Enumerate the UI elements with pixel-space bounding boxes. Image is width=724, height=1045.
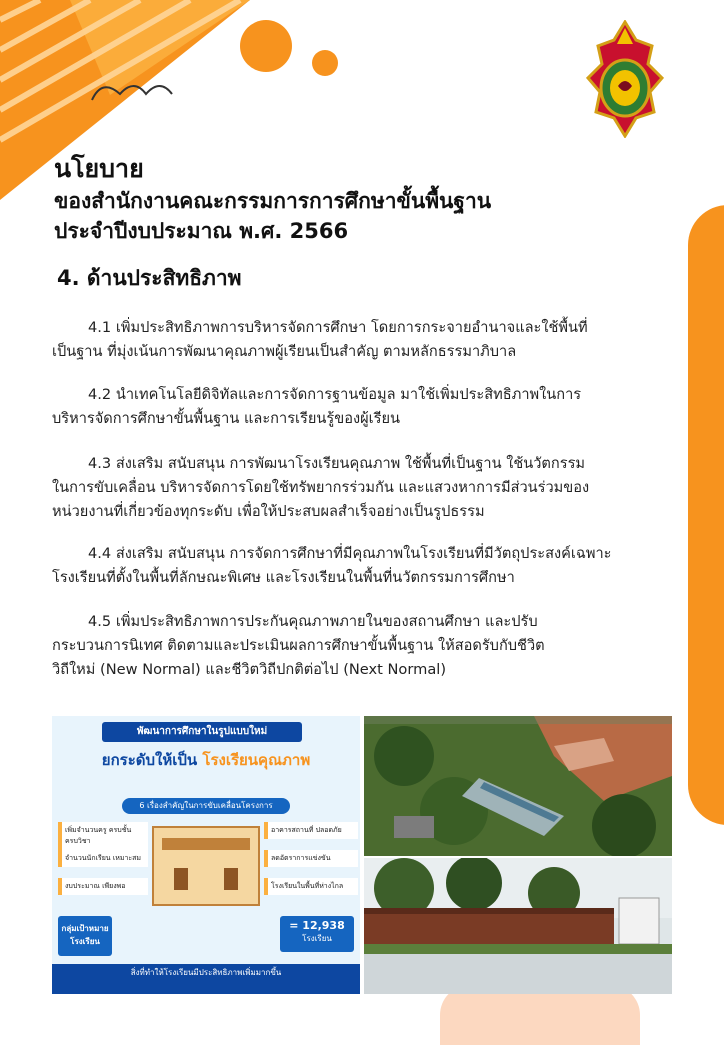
paragraph-line: 4.3 ส่งเสริม สนับสนุน การพัฒนาโรงเรียนคุณภาพ ใช้พื้นที่เป็นฐาน ใช้นวัตกรรม xyxy=(88,455,586,472)
paragraph-line: ในการขับเคลื่อน บริหารจัดการโดยใช้ทรัพยากรร่วมกัน และแสวงหาการมีส่วนร่วมของ xyxy=(52,479,590,496)
paragraph-line: 4.4 ส่งเสริม สนับสนุน การจัดการศึกษาที่มีคุณภาพในโรงเรียนที่มีวัตถุประสงค์เฉพาะ xyxy=(88,545,612,562)
paragraph-line: บริหารจัดการศึกษาขั้นพื้นฐาน และการเรียนรู้ของผู้เรียน xyxy=(52,410,400,427)
paragraph-4-4 xyxy=(52,542,692,590)
infographic-subheader: 6 เรื่องสำคัญในการขับเคลื่อนโครงการ xyxy=(122,798,290,814)
obec-emblem-logo xyxy=(584,20,666,138)
school-total: = 12,938 xyxy=(289,919,345,932)
infographic-item: จำนวนนักเรียน เหมาะสม xyxy=(58,850,148,867)
paragraph-line: 4.5 เพิ่มประสิทธิภาพการประกันคุณภาพภายในของสถานศึกษา และปรับ xyxy=(88,613,538,630)
infographic-headline xyxy=(60,748,352,772)
heading-line-2: ของสำนักงานคณะกรรมการการศึกษาขั้นพื้นฐาน xyxy=(54,189,492,213)
orange-circle-large xyxy=(240,20,292,72)
school-total-unit: โรงเรียน xyxy=(302,934,332,943)
paragraph-line: เป็นฐาน ที่มุ่งเน้นการพัฒนาคุณภาพผู้เรียนเป็นสำคัญ ตามหลักธรรมาภิบาล xyxy=(52,343,517,360)
paragraph-line: โรงเรียนที่ตั้งในพื้นที่ลักษณะพิเศษ และโรงเรียนในพื้นที่นวัตกรรมการศึกษา xyxy=(52,569,515,586)
infographic-footer: สิ่งที่ทำให้โรงเรียนมีประสิทธิภาพเพิ่มมากขึ้น xyxy=(52,964,360,994)
quality-school-infographic xyxy=(52,716,360,994)
heading-line-1: นโยบาย xyxy=(54,154,144,183)
aerial-school-photo xyxy=(364,716,672,856)
section-title: 4. ด้านประสิทธิภาพ xyxy=(57,266,242,290)
school-building-photo xyxy=(364,858,672,994)
infographic-item: โรงเรียนในพื้นที่ห่างไกล xyxy=(264,878,358,895)
bottom-decoration xyxy=(440,985,640,1045)
paragraph-4-2 xyxy=(52,383,692,431)
infographic-item: ลดอัตราการแข่งขัน xyxy=(264,850,358,867)
paragraph-line: วิถีใหม่ (New Normal) และชีวิตวิถีปกติต่อไป (Next Normal) xyxy=(52,661,447,678)
paragraph-4-3 xyxy=(52,452,692,524)
school-building-illustration xyxy=(152,826,260,906)
paragraph-4-1 xyxy=(52,316,692,364)
headline-highlight: โรงเรียนคุณภาพ xyxy=(202,751,311,769)
target-group-label: กลุ่มเป้าหมาย โรงเรียน xyxy=(58,916,112,956)
infographic-item: อาคารสถานที่ ปลอดภัย xyxy=(264,822,358,839)
infographic-item: งบประมาณ เพียงพอ xyxy=(58,878,148,895)
paragraph-line: 4.2 นำเทคโนโลยีดิจิทัลและการจัดการฐานข้อมูล มาใช้เพิ่มประสิทธิภาพในการ xyxy=(88,386,582,403)
headline-text: ยกระดับให้เป็น xyxy=(101,751,198,769)
paragraph-line: 4.1 เพิ่มประสิทธิภาพการบริหารจัดการศึกษา โดยการกระจายอำนาจและใช้พื้นที่ xyxy=(88,319,588,336)
paragraph-line: กระบวนการนิเทศ ติดตามและประเมินผลการศึกษาขั้นพื้นฐาน ให้สอดรับกับชีวิต xyxy=(52,637,545,654)
infographic-item: เพิ่มจำนวนครู ครบชั้น ครบวิชา xyxy=(58,822,148,850)
infographic-banner: พัฒนาการศึกษาในรูปแบบใหม่ xyxy=(102,722,302,742)
policy-heading xyxy=(54,152,491,246)
school-total-box xyxy=(280,916,354,952)
orange-circle-small xyxy=(312,50,338,76)
paragraph-line: หน่วยงานที่เกี่ยวข้องทุกระดับ เพื่อให้ประสบผลสำเร็จอย่างเป็นรูปธรรม xyxy=(52,503,485,520)
heading-line-3: ประจำปีงบประมาณ พ.ศ. 2566 xyxy=(54,219,349,243)
right-edge-decoration xyxy=(688,205,724,825)
paragraph-4-5 xyxy=(52,610,692,682)
